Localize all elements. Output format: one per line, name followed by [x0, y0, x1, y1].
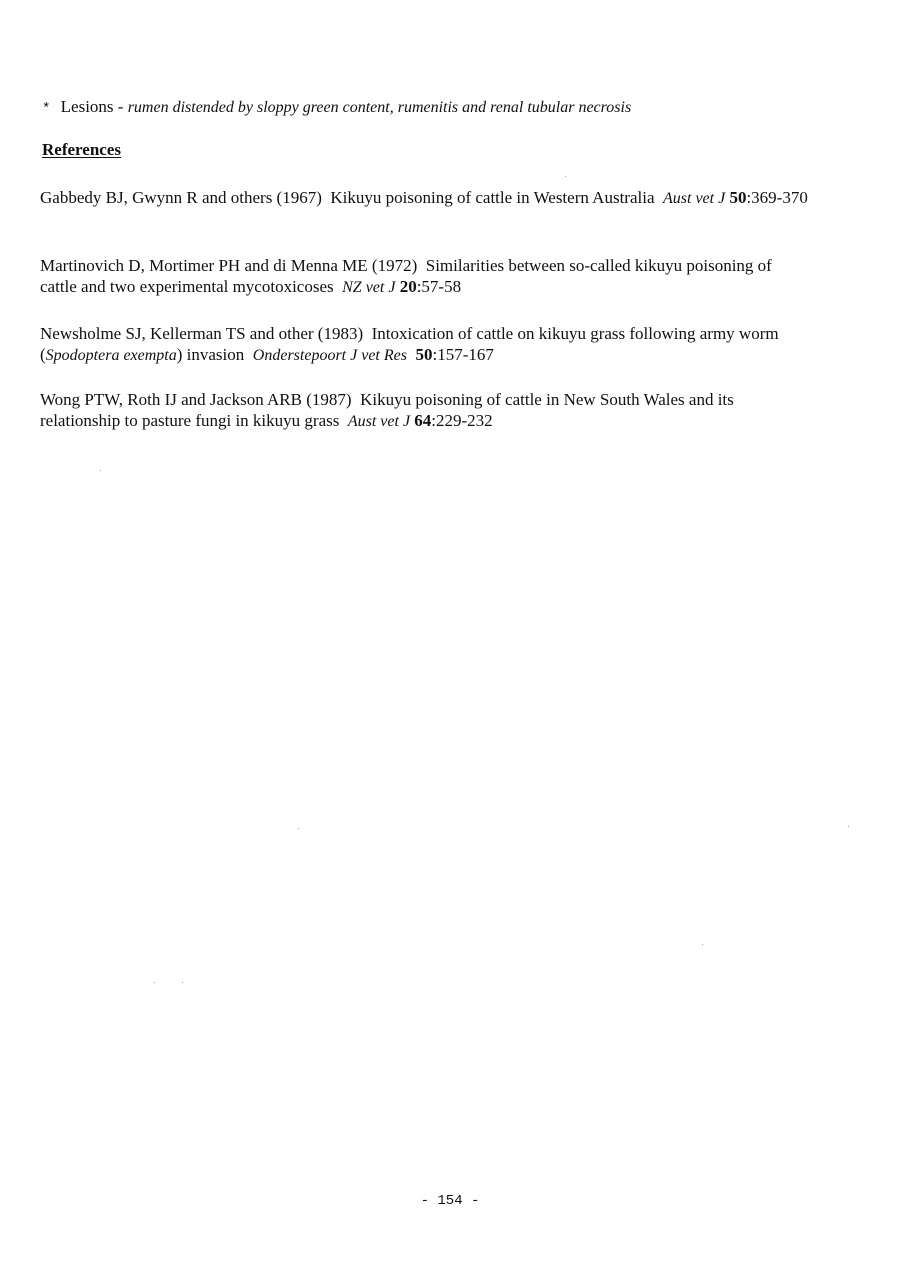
reference-journal: Aust vet J	[663, 190, 726, 207]
reference-volume: 50	[729, 188, 747, 207]
reference-title-start: Intoxication of cattle on kikuyu grass following army worm (	[40, 324, 779, 364]
scan-speck	[298, 828, 299, 829]
reference-volume: 20	[399, 277, 417, 296]
reference-journal: Aust vet J	[347, 413, 411, 430]
scan-speck	[154, 982, 155, 983]
scan-speck	[565, 176, 566, 177]
lesions-detail: rumen distended by sloppy green content, rumenitis and renal tubular necrosis	[127, 99, 632, 116]
reference-pages: :57-58	[416, 277, 462, 296]
scan-speck	[100, 470, 101, 471]
reference-volume: 64	[414, 411, 432, 430]
reference-title: Kikuyu poisoning of cattle in New South Wales and its relationship to pasture fungi in kikuyu grass	[40, 390, 734, 430]
reference-pages: :369-370	[746, 188, 808, 207]
reference-authors: Wong PTW, Roth IJ and Jackson ARB (1987)	[40, 390, 352, 409]
reference-journal: Onderstepoort J vet Res	[252, 347, 407, 364]
reference-pages: :157-167	[432, 345, 494, 364]
references-heading: References	[42, 140, 121, 159]
reference-item	[40, 187, 812, 209]
reference-authors: Gabbedy BJ, Gwynn R and others (1967)	[40, 188, 322, 207]
reference-item	[40, 389, 812, 432]
reference-title-end: ) invasion	[176, 345, 245, 364]
reference-volume: 50	[415, 345, 433, 364]
reference-journal: NZ vet J	[342, 279, 396, 296]
reference-item	[40, 323, 812, 366]
scan-speck	[182, 982, 183, 983]
reference-title: Similarities between so-called kikuyu poisoning of cattle and two experimental mycotoxicoses	[40, 256, 772, 296]
lesions-label: Lesions -	[60, 97, 124, 116]
reference-item	[40, 255, 812, 298]
lesions-line	[42, 96, 882, 120]
reference-authors: Martinovich D, Mortimer PH and di Menna ME (1972)	[40, 256, 418, 275]
reference-authors: Newsholme SJ, Kellerman TS and other (1983)	[40, 324, 364, 343]
reference-title: Kikuyu poisoning of cattle in Western Australia	[330, 188, 655, 207]
scan-speck	[702, 944, 703, 945]
reference-species: Spodoptera exempta	[45, 347, 177, 364]
scan-speck	[848, 826, 849, 827]
page-number: - 154 -	[420, 1193, 480, 1209]
reference-pages: :229-232	[431, 411, 493, 430]
bullet-marker: *	[42, 101, 51, 117]
